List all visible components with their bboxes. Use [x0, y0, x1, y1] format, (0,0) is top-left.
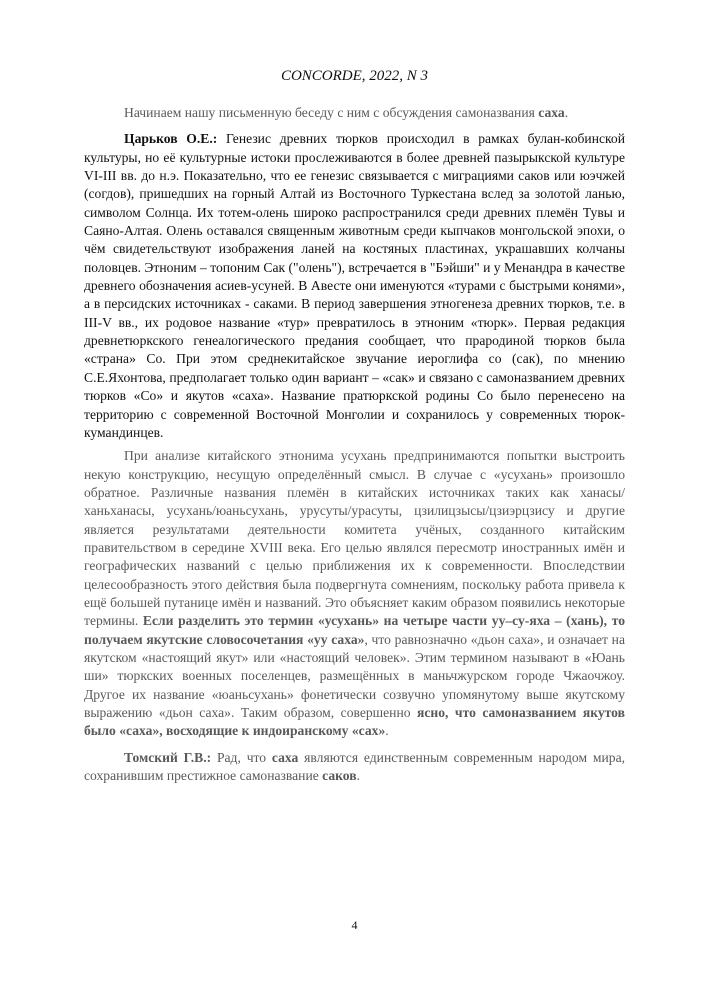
analysis-text-1: При анализе китайского этнонима усухань предпринимаются попытки выстроить некую конструкцию, несущую определённый смысл. В случае с «усухань» произошло обратное. Различные названия племён в китайских источниках таких как ханасы/ханьханасы, усухань/юаньсухань, урусуты/урасуты, цзилицзысы/цзиэрцзису и другие является результатами деятельности комитета учёных, созданного китайским правительством в середине XVIII века. Его целью являлся пересмотр иностранных имён и географических названий с целью приближения их к современности. Впоследствии целесообразность этого действия была подвергнута сомнениям, поскольку работа привела к ещё большей путанице имён и названий. Это объясняет каким образом появились некоторые термины. [84, 448, 625, 629]
paragraph-tsarkov [84, 130, 625, 442]
page-number: 4 [351, 918, 358, 932]
running-header: CONCORDE, 2022, N 3 [280, 68, 429, 84]
analysis-end: . [385, 723, 389, 739]
paragraph-tomsky [84, 749, 625, 786]
analysis-text-2: , что равнозначно «дьон саха», и означает на якутском «настоящий якут» или «настоящий человек». Этим термином называют в «Юань ши» тюркских военных поселенцев, размещённых в маньчжурском городе Чжаочжоу. Другое их название «юаньсухань» фонетически созвучно упомянутому выше якутскому выражению «дьон саха». Таким образом, совершенно [84, 631, 625, 720]
tomsky-text-2: являются единственным современным народом мира, сохранившим престижное самоназвание [84, 749, 626, 784]
tsarkov-text: Генезис древних тюрков происходил в рамках булан-кобинской культуры, но её культурные истоки прослеживаются в более древней пазырыкской культуре VI-III вв. до н.э. Показательно, что ее генезис связывается с миграциями саков или юэчжей (согдов), пришедших на горный Алтай из Восточного Туркестана вслед за золотой ланью, символом Солнца. Их тотем-олень широко распространился среди древних племён Тувы и Саяно-Алтая. Олень оставался священным животным среди кыпчаков монгольской эпохи, о чём свидетельствуют изображения ланей на костяных пластинах, украшавших колчаны половцев. Этноним – топоним Сак ("олень"), встречается в "Бэйши" и у Менандра в качестве древнего обозначения асиев-усуней. В Авесте они именуются «турами с быстрыми конями», а в персидских источниках - саками. В период завершения этногенеза древних тюрков, т.е. в III-V вв., их родовое название «тур» превратилось в этноним «тюрк». Первая редакция древнетюркского генеалогического предания сообщает, что прародиной тюрков была «страна» Со. При этом среднекитайское звучание иероглифа со (сак), по мнению С.Е.Яхонтова, предполагает только один вариант – «сак» и связано с самоназванием древних тюрков «Со» и якутов «саха». Название пратюркской родины Со было перенесено на территорию с современной Восточной Монголии и сохранилось у современных тюрок-кумандинцев. [84, 131, 626, 440]
article-body [84, 104, 625, 785]
tomsky-text-1: Рад, что [211, 749, 272, 765]
analysis-bold-1: Если разделить это термин «усухань» на четыре части уу–су-яха – (хань), то получаем якутские словосочетания «уу саха» [84, 613, 625, 647]
speaker-name: Томский Г.В.: [124, 749, 212, 765]
tomsky-bold-1: саха [271, 749, 299, 765]
intro-bold-term: саха [538, 105, 565, 120]
paragraph-analysis [84, 447, 625, 741]
tomsky-bold-2: саков [322, 768, 357, 784]
paragraph-intro [84, 104, 625, 122]
intro-end: . [564, 105, 569, 120]
analysis-bold-2: ясно, что самоназванием якутов было «саха», восходящие к индоиранскому «сах» [84, 705, 625, 739]
speaker-name: Царьков О.Е.: [124, 131, 218, 147]
intro-text: Начинаем нашу письменную беседу с ним с обсуждения самоназвания [124, 105, 539, 120]
tomsky-end: . [356, 768, 361, 784]
